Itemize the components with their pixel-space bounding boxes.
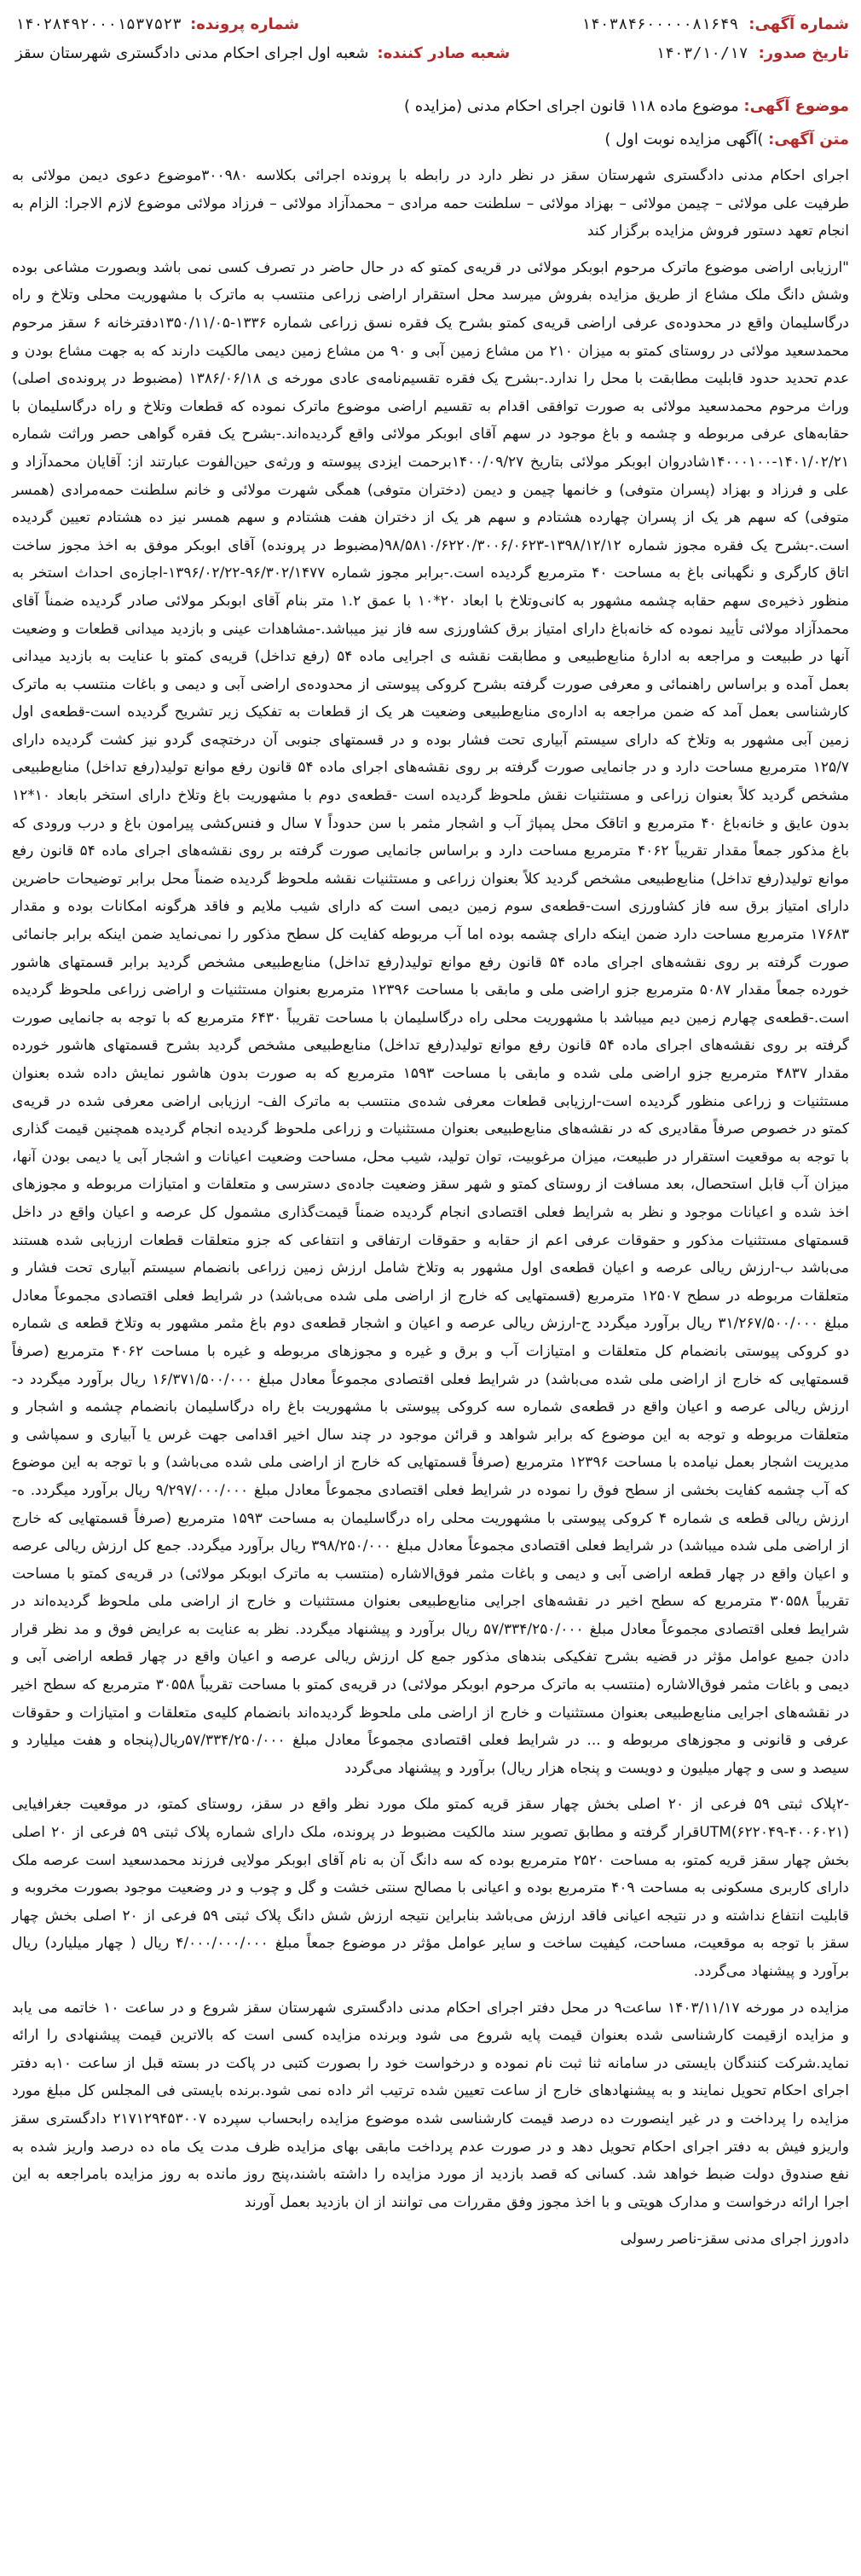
notice-header bbox=[12, 10, 849, 68]
issue-date: ۱۴۰۳/۱۰/۱۷ bbox=[656, 44, 748, 62]
body-title-label: متن آگهی: bbox=[768, 130, 849, 148]
notice-number-label: شماره آگهی: bbox=[748, 15, 849, 33]
case-number: ۱۴۰۲۸۴۹۲۰۰۰۱۵۳۷۵۲۳ bbox=[15, 15, 182, 33]
issue-date-label: تاریخ صدور: bbox=[758, 44, 849, 62]
notice-number: ۱۴۰۳۸۴۶۰۰۰۰۰۸۱۶۴۹ bbox=[581, 15, 739, 33]
issuing-branch-label: شعبه صادر کننده: bbox=[377, 44, 511, 62]
auction-terms-paragraph: مزایده در مورخه ۱۴۰۳/۱۱/۱۷ ساعت۹ در محل دفتر اجرای احکام مدنی دادگستری شهرستان سقز شروع و در ساعت ۱۰ خاتمه می یابد و مزایده ازقیمت کارشناسی شده بعنوان قیمت پایه شروع می شود وبرنده مزایده کسی است که بالاترین قیمت پیشنهادی را ارائه نماید.شرکت کنندگان بایستی در سامانه ثنا ثبت نام نموده و درخواست خود را بصورت کتبی در پاکت در بسته قبل از ساعت ۱۰به دفتر اجرای احکام تحویل نمایند و به پیشنهادهای خارج از ساعت تعیین شده ترتیب اثر داده نمی شود.برنده بایستی فی المجلس کل مبلغ مورد مزایده را پرداخت و در غیر اینصورت ده درصد قیمت کارشناسی شده موضوع مزایده رابحساب سپرده ۲۱۷۱۲۹۴۵۳۰۰۷ دادگستری سقز واریزو فیش به دفتر اجرای احکام تحویل دهد و در صورت عدم پرداخت مابقی بهای مزایده ظرف مدت یک ماه ده درصد واریز شده به نفع صندوق دولت ضبط خواهد شد. کسانی که قصد بازدید از مورد مزایده را داشته باشند،پنج روز مانده به روز مزایده بامراجعه به این اجرا ارائه درخواست و مدارک هویتی و با اخذ مجوز وفق مقررات می توانند از ان بازدید بعمل آورند bbox=[12, 1999, 849, 2211]
notice-number-row bbox=[581, 10, 849, 39]
registered-plot-paragraph: -۲پلاک ثبتی ۵۹ فرعی از ۲۰ اصلی بخش چهار سقز قریه کمتو ملک مورد نظر واقع در سقز، روستای کمتو، در موقعیت جغرافیایی UTM(۶۲۲۰۴۹-۴۰۰۶۰۲۱)قرار گرفته و مطابق تصویر سند مالکیت مضبوط در پرونده، ملک دارای شماره پلاک ثبتی ۵۹ فرعی از ۲۰ اصلی بخش چهار سقز قریه کمتو، به مساحت ۲۵۲۰ مترمربع بوده که سه دانگ آن به نام آقای ابوبکر مولایی فرزند محمدسعید است عرصه ملک دارای کاربری مسکونی به مساحت ۴۰۹ مترمربع بوده و اعیانی با مصالح سنتی خشت و گل و چوب و در وضعیت موجود بصورت مخروبه و قابلیت انتفاع نداشته و در نتیجه اعیانی فاقد ارزش می‌باشد بنابراین نتیجه ارزش شش دانگ پلاک ثبتی ۵۹ فرعی از ۲۰ اصلی بخش چهار سقز با توجه به موقعیت، مساحت، کیفیت ساخت و سایر عوامل مؤثر در موضوع جمعاً مبلغ ۴/۰۰۰/۰۰۰/۰۰۰ ریال ( چهار میلیارد) ریال برآورد و پیشنهاد می‌گردد. bbox=[12, 1796, 850, 1980]
issuing-branch: شعبه اول اجرای احکام مدنی دادگستری شهرستان سقز bbox=[15, 44, 369, 62]
notice-body-title bbox=[12, 124, 849, 155]
intro-paragraph: اجرای احکام مدنی دادگستری شهرستان سقز در نظر دارد در رابطه با پرونده اجرائی بکلاسه ۳۰۰۹۸۰موضوع دعوی دیمن مولائی به طرفیت علی مولائی – چیمن مولائی – بهزاد مولائی – سلطنت حمه مرادی – محمدآزاد مولائی – فرزاد مولائی موضوع لازم الاجرا: الزام به انجام تعهد دستور فروش مزایده برگزار کند bbox=[12, 167, 849, 240]
signature: دادورز اجرای مدنی سقز-ناصر رسولی bbox=[620, 2231, 849, 2249]
subject-text: موضوع ماده ۱۱۸ قانون اجرای احکام مدنی (مزایده ) bbox=[403, 97, 739, 115]
subject-label: موضوع آگهی: bbox=[743, 97, 849, 115]
issuing-branch-row bbox=[15, 39, 510, 68]
notice-header-right bbox=[581, 10, 849, 68]
issue-date-row bbox=[581, 39, 849, 68]
appraisal-paragraph: "ارزیابی اراضی موضوع ماترک مرحوم ابوبکر مولائی در قریه‌ی کمتو که در حال حاضر در تصرف کسی نمی باشد وبصورت مشاعی بوده وشش دانگ ملک مشاع از طریق مزایده بفروش میرسد محل استقرار اراضی زراعی منتسب به ماترک با مشهوریت محلی وتلاخ و راه درگاسلیمان واقع در محدوده‌ی عرفی اراضی قریه‌ی کمتو بشرح یک فقره نسق زراعی شماره ۱۳۳۶-۱۳۵۰/۱۱/۰۵دفترخانه ۶ سقز مرحوم محمدسعید مولائی در روستای کمتو به میزان ۲۱۰ من مشاع زمین آبی و ۹۰ من مشاع زمین دیمی مالکیت دارند که به جهت مشاع بودن و عدم تحدید حدود قابلیت مطابقت با محل را ندارد.-بشرح یک فقره تقسیم‌نامه‌ی عادی مورخه ی ۱۳۸۶/۰۶/۱۸ (مضبوط در پرونده‌ی اصلی) وراث مرحوم محمدسعید مولائی به صورت توافقی اقدام به تقسیم اراضی موضوع ماترک نموده که قطعات وتلاخ و راه درگاسلیمان با حقابه‌های عرفی مربوطه و چشمه و باغ موجود در سهم آقای ابوبکر مولائی واقع گردیده‌اند.-بشرح یک فقره گواهی حصر وراثت شماره ۱۴۰۱/۰۲/۲۱-۱۴۰۰۰۱۰۰شادروان ابوبکر مولائی بتاریخ ۱۴۰۰/۰۹/۲۷برحمت ایزدی پیوسته و ورثه‌ی حین‌الفوت عبارتند از: آقایان محمدآزاد و علی و فرزاد و بهزاد (پسران متوفی) و خانمها چیمن و دیمن (دختران متوفی) همگی شهرت مولائی و خانم سلطنت حمه‌مرادی (همسر متوفی) که سهم هر یک از پسران چهارده هشتادم و سهم هر یک از دختران هفت هشتادم و سهم همسر نیز ده هشتادم تعیین گردیده است.-بشرح یک فقره مجوز شماره ۱۳۹۸/۱۲/۱۲-۹۸/۵۸۱۰/۶۲۲۰/۳۰۰۶/۰۶۲۳(مضبوط در پرونده) آقای ابوبکر موفق به اخذ مجوز ساخت اتاق کارگری و نگهبانی باغ به مساحت ۴۰ مترمربع گردیده است.-برابر مجوز شماره ۹۶/۳۰۲/۱۴۷۷-۱۳۹۶/۰۲/۲۲-اجازه‌ی احداث استخر به منظور ذخیره‌ی سهم حقابه چشمه مشهور به کانی‌وتلاخ با ابعاد ۲۰*۱۰ با عمق ۱.۲ متر بنام آقای ابوبکر مولائی صادر گردیده ضمناً آقای محمدآزاد مولائی تأیید نموده که خانه‌باغ دارای امتیاز برق کشاورزی سه فاز نیز میباشد.-مشاهدات عینی و بازدید میدانی قطعات و وضعیت آنها در طبیعت و مراجعه به ادارهٔ منابع‌طبیعی و مطابقت نقشه ی اجرایی ماده ۵۴ (رفع تداخل) قریه‌ی کمتو با عنایت به بازدید میدانی بعمل آمده و براساس راهنمائی و معرفی صورت گرفته بشرح کروکی پیوستی از محدوده‌ی اراضی آبی و دیمی و باغات منتسب به ماترک کارشناسی بعمل آمد که ضمن مراجعه به اداره‌ی منابع‌طبیعی وضعیت هر یک از قطعات به تفکیک زیر تشریح گردیده است-قطعه‌ی اول زمین آبی مشهور به وتلاخ که دارای سیستم آبیاری تحت فشار بوده و در قسمتهای جنوبی آن درختچه‌ی گردو نیز کشت گردیده دارای ۱۲۵/۷ مترمربع مساحت دارد و در جانمایی صورت گرفته بر روی نقشه‌های اجرای ماده ۵۴ قانون رفع موانع تولید(رفع تداخل) منابع‌طبیعی مشخص گردید کلاً بعنوان زراعی و مستثنیات نقش ملحوظ گردیده است -قطعه‌ی دوم با مشهوریت باغ وتلاخ دارای استخر بابعاد ۱۰*۱۲ بدون عایق و خانه‌باغ ۴۰ مترمربع و اتاقک محل پمپاژ آب و اشجار مثمر با سن حدوداً ۷ سال و فنس‌کشی پیرامون باغ و درب ورودی که باغ مذکور جمعاً مقدار تقریباً ۴۰۶۲ مترمربع مساحت دارد و براساس جانمایی صورت گرفته بر روی نقشه‌های اجرای ماده ۵۴ قانون رفع موانع تولید(رفع تداخل) منابع‌طبیعی مشخص گردید کلاً بعنوان زراعی و مستثنیات نقشه ملحوظ گردیده ضمناً محل برابر توضیحات حاضرین دارای امتیاز برق سه فاز کشاورزی است-قطعه‌ی سوم زمین دیمی است که دارای شیب ملایم و فاقد هرگونه امکانات بوده و مقدار ۱۷۶۸۳ مترمربع مساحت دارد ضمن اینکه دارای چشمه بوده اما آب مربوطه کفایت کل سطح مذکور را نمی‌نماید ضمن اینکه برابر جانمائی صورت گرفته بر روی نقشه‌های اجرای ماده ۵۴ قانون رفع موانع تولید(رفع تداخل) منابع‌طبیعی مشخص گردید برابر قسمتهای هاشور خورده جمعاً مقدار ۵۰۸۷ مترمربع جزو اراضی ملی و مابقی با مساحت ۱۲۳۹۶ مترمربع بعنوان مستثنیات و اراضی زراعی ملحوظ گردیده است.-قطعه‌ی چهارم زمین دیم میباشد با مشهوریت محلی راه درگاسلیمان با مساحت تقریباً ۶۴۳۰ مترمربع که با توجه به جانمایی صورت گرفته بر روی نقشه‌های اجرای ماده ۵۴ قانون رفع موانع تولید(رفع تداخل) منابع‌طبیعی مشخص گردید بشرح قسمتهای هاشور خورده مقدار ۴۸۳۷ مترمربع جزو اراضی ملی شده و مابقی با مساحت ۱۵۹۳ مترمربع که به صورت بدون هاشور نمایش داده شده بعنوان مستثنیات و زراعی منظور گردیده است-ارزیابی قطعات معرفی شده‌ی منتسب به ماترک الف- ارزیابی اراضی معرفی شده در قریه‌ی کمتو در خصوص صرفاً مقادیری که در نقشه‌های منابع‌طبیعی بعنوان مستثنیات و زراعی ملحوظ گردیده انجام گردیده همچنین قیمت گذاری با توجه به موقعیت استقرار در طبیعت، میزان مرغوبیت، توان تولید، شیب محل، مساحت وضعیت اعیانات و اشجار آبی یا دیمی بودن آنها، میزان آب قابل استحصال، بعد مسافت از روستای کمتو و شهر سقز وضعیت جاده‌ی دسترسی و متعلقات و امتیازات مربوطه و مجوزهای اخذ شده و اعیانات موجود و نظر به شرایط فعلی اقتصادی انجام گردیده ضمناً قیمت‌گذاری مشمول کل عرصه و اعیان واقع در داخل قسمتهای مستثنیات مذکور و حقوقات عرفی اعم از حقابه و حقوقات ارتفاقی و انتفاعی که جزو متعلقات قطعات ارزیابی شده هستند می‌باشد ب-ارزش ریالی عرصه و اعیان قطعه‌ی اول مشهور به وتلاخ شامل ارزش زمین زراعی بانضمام سیستم آبیاری تحت فشار و متعلقات مربوطه در سطح ۱۲۵۰۷ مترمربع (قسمتهایی که خارج از اراضی ملی شده می‌باشد) در شرایط فعلی اقتصادی مجموعاً معادل مبلغ ۳۱/۲۶۷/۵۰۰/۰۰۰ ریال برآورد میگردد ج-ارزش ریالی عرصه و اعیان و اشجار قطعه‌ی دوم باغ مثمر مشهور به وتلاخ قطعه ی شماره دو کروکی پیوستی بانضمام کل متعلقات و امتیازات آب و برق و غیره و مجوزهای مربوطه و غیره با مساحت ۴۰۶۲ مترمربع (صرفاً قسمتهایی که خارج از اراضی ملی شده می‌باشد) در شرایط فعلی اقتصادی مجموعاً معادل مبلغ ۱۶/۳۷۱/۵۰۰/۰۰۰ ریال برآورد میگردد د-ارزش ریالی عرصه و اعیان واقع در قطعه‌ی شماره سه کروکی پیوستی با مشهوریت باغ راه درگاسلیمان بانضمام چشمه و اشجار و متعلقات مربوطه و توجه به این موضوع که برابر شواهد و قرائن موجود در چند سال اخیر اقدامی جهت غرس یا آبیاری و سمپاشی و مدیریت اشجار بعمل نیامده با مساحت ۱۲۳۹۶ مترمربع (صرفاً قسمتهایی که خارج از اراضی ملی شده می‌باشد) و با توجه به این موضوع که آب چشمه کفایت بخشی از سطح فوق را نموده در شرایط فعلی اقتصادی مجموعاً معادل مبلغ ۹/۲۹۷/۰۰۰/۰۰۰ ریال برآورد میگردد. ه-ارزش ریالی قطعه ی شماره ۴ کروکی پیوستی با مشهوریت محلی راه درگاسلیمان به مساحت ۱۵۹۳ مترمربع (صرفاً قسمتهایی که خارج از اراضی ملی شده میباشد) در شرایط فعلی اقتصادی مجموعاً معادل مبلغ ۳۹۸/۲۵۰/۰۰۰ ریال برآورد میگردد. جمع کل ارزش ریالی عرصه و اعیان واقع در چهار قطعه اراضی آبی و دیمی و باغات مثمر فوق‌الاشاره (منتسب به ماترک ابوبکر مولائی) در قریه‌ی کمتو با مساحت تقریباً ۳۰۵۵۸ مترمربع که سطح اخیر در نقشه‌های اجرایی منابع‌طبیعی بعنوان مستثنیات و خارج از اراضی ملی ملحوظ گردیده‌اند در شرایط فعلی اقتصادی مجموعاً معادل مبلغ ۵۷/۳۳۴/۲۵۰/۰۰۰ ریال برآورد و پیشنهاد میگردد. نظر به عنایت به عرایض فوق و مد نظر قرار دادن جمیع عوامل مؤثر در قضیه بشرح تفکیکی بندهای مذکور جمع کل ارزش ریالی عرصه و اعیان واقع در چهار قطعه اراضی آبی و دیمی و باغات مثمر فوق‌الاشاره (منتسب به ماترک مرحوم ابوبکر مولائی) در قریه‌ی کمتو با مساحت تقریباً ۳۰۵۵۸ مترمربع که سطح اخیر در نقشه‌های اجرایی منابع‌طبیعی بعنوان مستثنیات و خارج از اراضی ملی ملحوظ گردیده‌اند بانضمام کلیه‌ی متعلقات و امتیازات و حقوقات عرفی و قانونی و مجوزهای مربوطه و ... در شرایط فعلی اقتصادی مجموعاً معادل مبلغ ۵۷/۳۳۴/۲۵۰/۰۰۰ریال(پنجاه و هفت میلیارد و سیصد و سی و چهار میلیون و دویست و پنجاه هزار ریال) برآورد و پیشنهاد می‌گردد bbox=[12, 258, 850, 1777]
body-title-text: )آگهی مزایده نوبت اول ) bbox=[604, 130, 764, 148]
case-number-label: شماره پرونده: bbox=[190, 15, 299, 33]
case-number-row bbox=[15, 10, 510, 39]
notice-subject bbox=[12, 92, 849, 121]
notice-header-left bbox=[15, 10, 510, 68]
